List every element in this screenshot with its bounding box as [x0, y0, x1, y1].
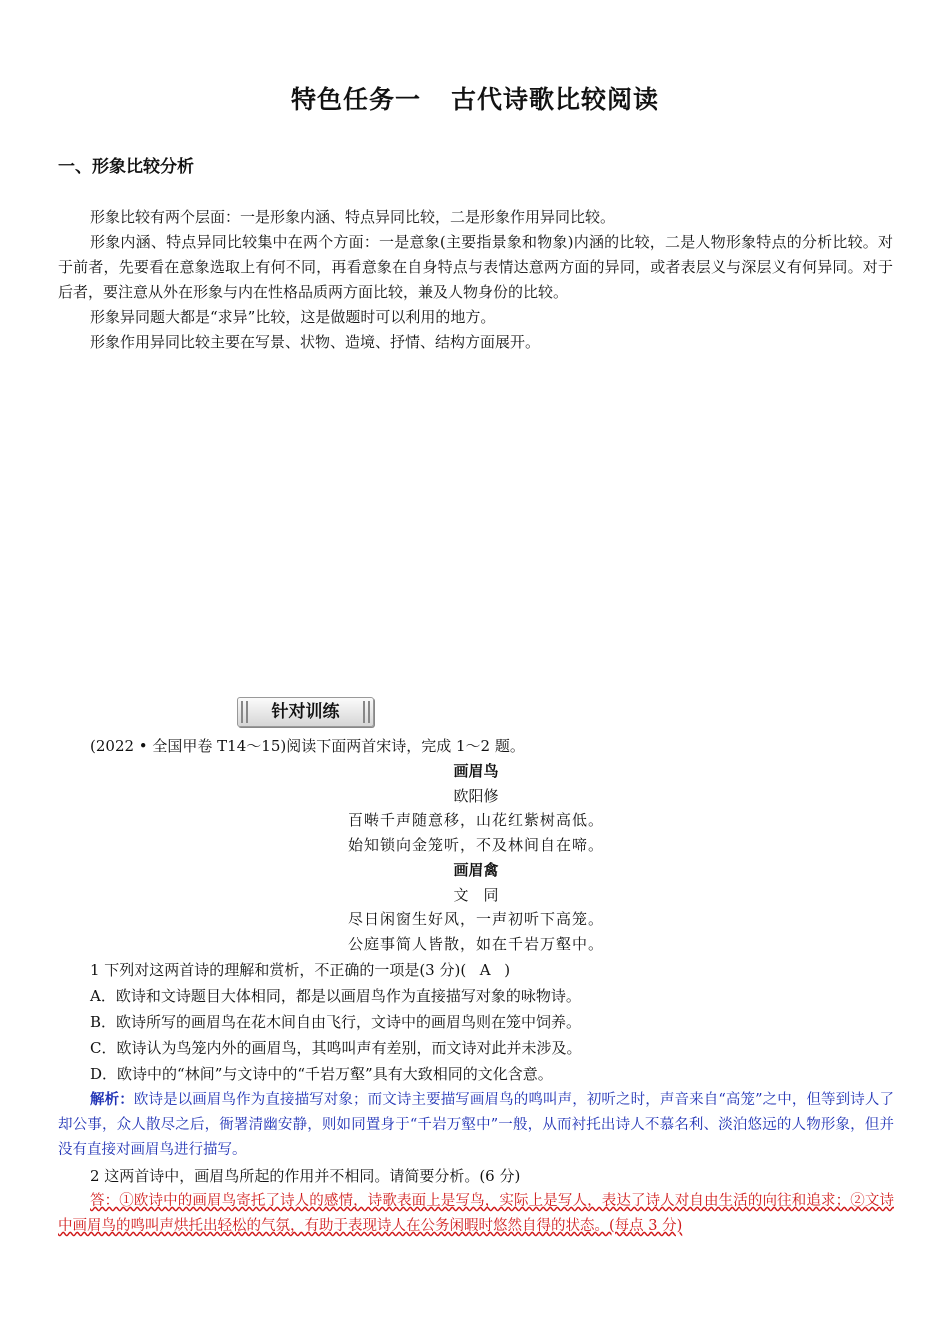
poem-author: 欧阳修	[453, 787, 499, 805]
question-1-close: )	[504, 961, 511, 979]
section-heading: 一、形象比较分析	[58, 157, 194, 177]
question-1-answer: A	[479, 961, 491, 979]
poem-2	[58, 858, 894, 957]
badge-stripe	[246, 701, 248, 723]
option-b: B．欧诗所写的画眉鸟在花木间自由飞行，文诗中的画眉鸟则在笼中饲养。	[90, 1013, 582, 1031]
title-topic: 古代诗歌比较阅读	[451, 85, 660, 114]
question-1-analysis	[58, 1087, 894, 1163]
poem-line: 公庭事简人皆散，如在千岩万壑中。	[347, 935, 604, 953]
intro-paragraph: 形象比较有两个层面：一是形象内涵、特点异同比较，二是形象作用异同比较。	[90, 208, 616, 226]
question-source: (2022 • 全国甲卷 T14～15)阅读下面两首宋诗，完成 1～2 题。	[90, 737, 525, 755]
question-1	[58, 957, 894, 983]
analysis-label: 解析：	[90, 1091, 134, 1108]
poem-title: 画眉鸟	[453, 762, 499, 780]
badge-stripe	[241, 701, 243, 723]
option-d: D．欧诗中的“林间”与文诗中的“千岩万壑”具有大致相同的文化含意。	[90, 1065, 553, 1083]
intro-paragraph: 形象作用异同比较主要在写景、状物、造境、抒情、结构方面展开。	[90, 333, 541, 351]
badge-stripe	[363, 701, 365, 723]
question-1-stem: 1 下列对这两首诗的理解和赏析，不正确的一项是(3 分)(	[90, 961, 467, 979]
page-title	[0, 80, 950, 116]
title-task: 特色任务一	[290, 85, 421, 114]
intro-text	[58, 205, 893, 355]
option-a: A．欧诗和文诗题目大体相同，都是以画眉鸟作为直接描写对象的咏物诗。	[90, 987, 581, 1005]
poem-1	[58, 759, 894, 858]
poem-line: 始知锁向金笼听，不及林间自在啼。	[347, 836, 604, 854]
practice-content	[58, 733, 894, 1239]
intro-paragraph: 形象异同题大都是“求异”比较，这是做题时可以利用的地方。	[90, 308, 496, 326]
practice-badge	[237, 697, 374, 727]
poem-line: 尽日闲窗生好风，一声初听下高笼。	[347, 910, 604, 928]
practice-badge-label: 针对训练	[271, 702, 340, 722]
poem-title: 画眉禽	[453, 861, 499, 879]
option-c: C．欧诗认为鸟笼内外的画眉鸟，其鸣叫声有差别，而文诗对此并未涉及。	[90, 1039, 582, 1057]
question-2-stem: 2 这两首诗中，画眉鸟所起的作用并不相同。请简要分析。(6 分)	[90, 1167, 521, 1185]
badge-stripe	[368, 701, 370, 723]
poem-line: 百啭千声随意移，山花红紫树高低。	[347, 811, 604, 829]
intro-paragraph: 形象内涵、特点异同比较集中在两个方面：一是意象(主要指景象和物象)内涵的比较，二是人物形象特点的分析比较。对于前者，先要看在意象选取上有何不同，再看意象在自身特点与表情达意两方面的异同，或者表层义与深层义有何异同。对于后者，要注意从外在形象与内在性格品质两方面比较，兼及人物身份的比较。	[58, 233, 893, 301]
question-2-answer: 答：①欧诗中的画眉鸟寄托了诗人的感情，诗歌表面上是写鸟，实际上是写人，表达了诗人对自由生活的向往和追求；②文诗中画眉鸟的鸣叫声烘托出轻松的气氛，有助于表现诗人在公务闲暇时悠然自得的状态。(每点 3 分)	[58, 1193, 894, 1234]
analysis-text: 欧诗是以画眉鸟作为直接描写对象；而文诗主要描写画眉鸟的鸣叫声，初听之时，声音来自“高笼”之中，但等到诗人了却公事，众人散尽之后，衙署清幽安静，则如同置身于“千岩万壑中”一般，从而衬托出诗人不慕名利、淡泊悠远的人物形象，但并没有直接对画眉鸟进行描写。	[58, 1092, 894, 1158]
poem-author: 文 同	[453, 886, 499, 904]
